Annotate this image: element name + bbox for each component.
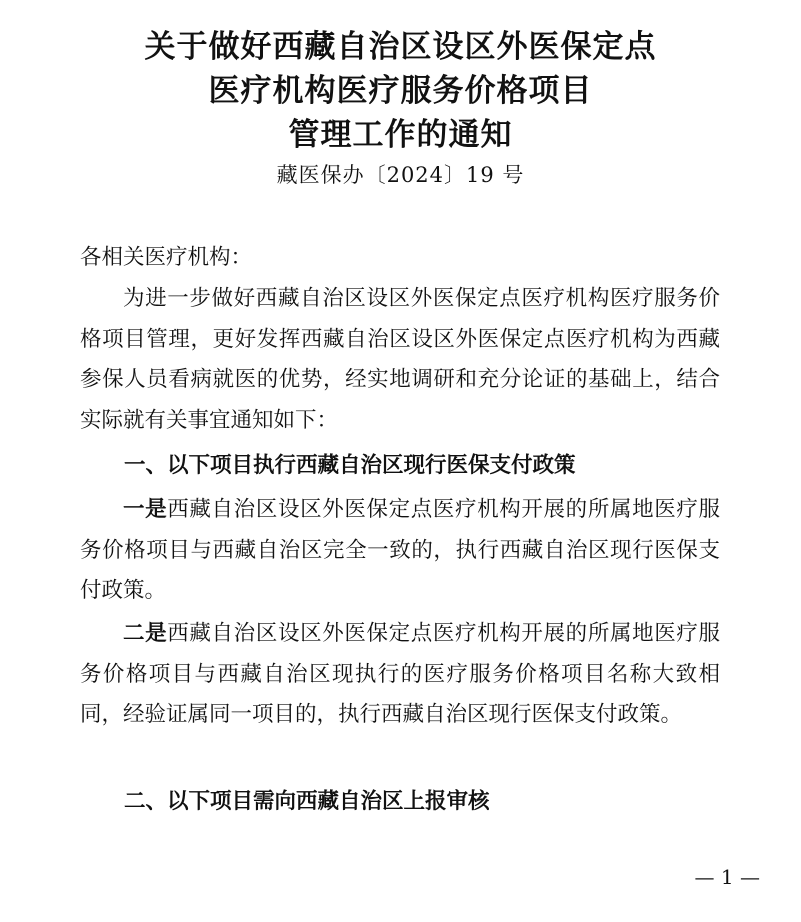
section-2-heading: 二、以下项目需向西藏自治区上报审核 [124,789,490,814]
section-1-heading: 一、以下项目执行西藏自治区现行医保支付政策 [124,453,576,478]
salutation: 各相关医疗机构： [80,245,253,270]
page-number: — 1 — [694,865,760,889]
title-line-3: 管理工作的通知 [288,117,513,153]
title-line-1: 关于做好西藏自治区设区外医保定点 [144,29,657,65]
item-1-text: 西藏自治区设区外医保定点医疗机构开展的所属地医疗服务价格项目与西藏自治区完全一致的，执行西藏自治区现行医保支付政策。 [80,497,720,603]
item-1-paragraph [80,490,720,612]
item-2-paragraph [80,614,720,736]
intro-paragraph: 为进一步做好西藏自治区设区外医保定点医疗机构医疗服务价格项目管理，更好发挥西藏自治区设区外医保定点医疗机构为西藏参保人员看病就医的优势，经实地调研和充分论证的基础上，结合实际就有关事宜通知如下： [80,286,720,433]
item-1-lead: 一是 [123,497,168,522]
title-line-2: 医疗机构医疗服务价格项目 [208,73,593,109]
item-2-lead: 二是 [123,621,168,646]
document-number: 藏医保办〔2024〕19 号 [276,163,525,187]
item-2-text: 西藏自治区设区外医保定点医疗机构开展的所属地医疗服务价格项目与西藏自治区现执行的医疗服务价格项目名称大致相同，经验证属同一项目的，执行西藏自治区现行医保支付政策。 [80,621,720,727]
